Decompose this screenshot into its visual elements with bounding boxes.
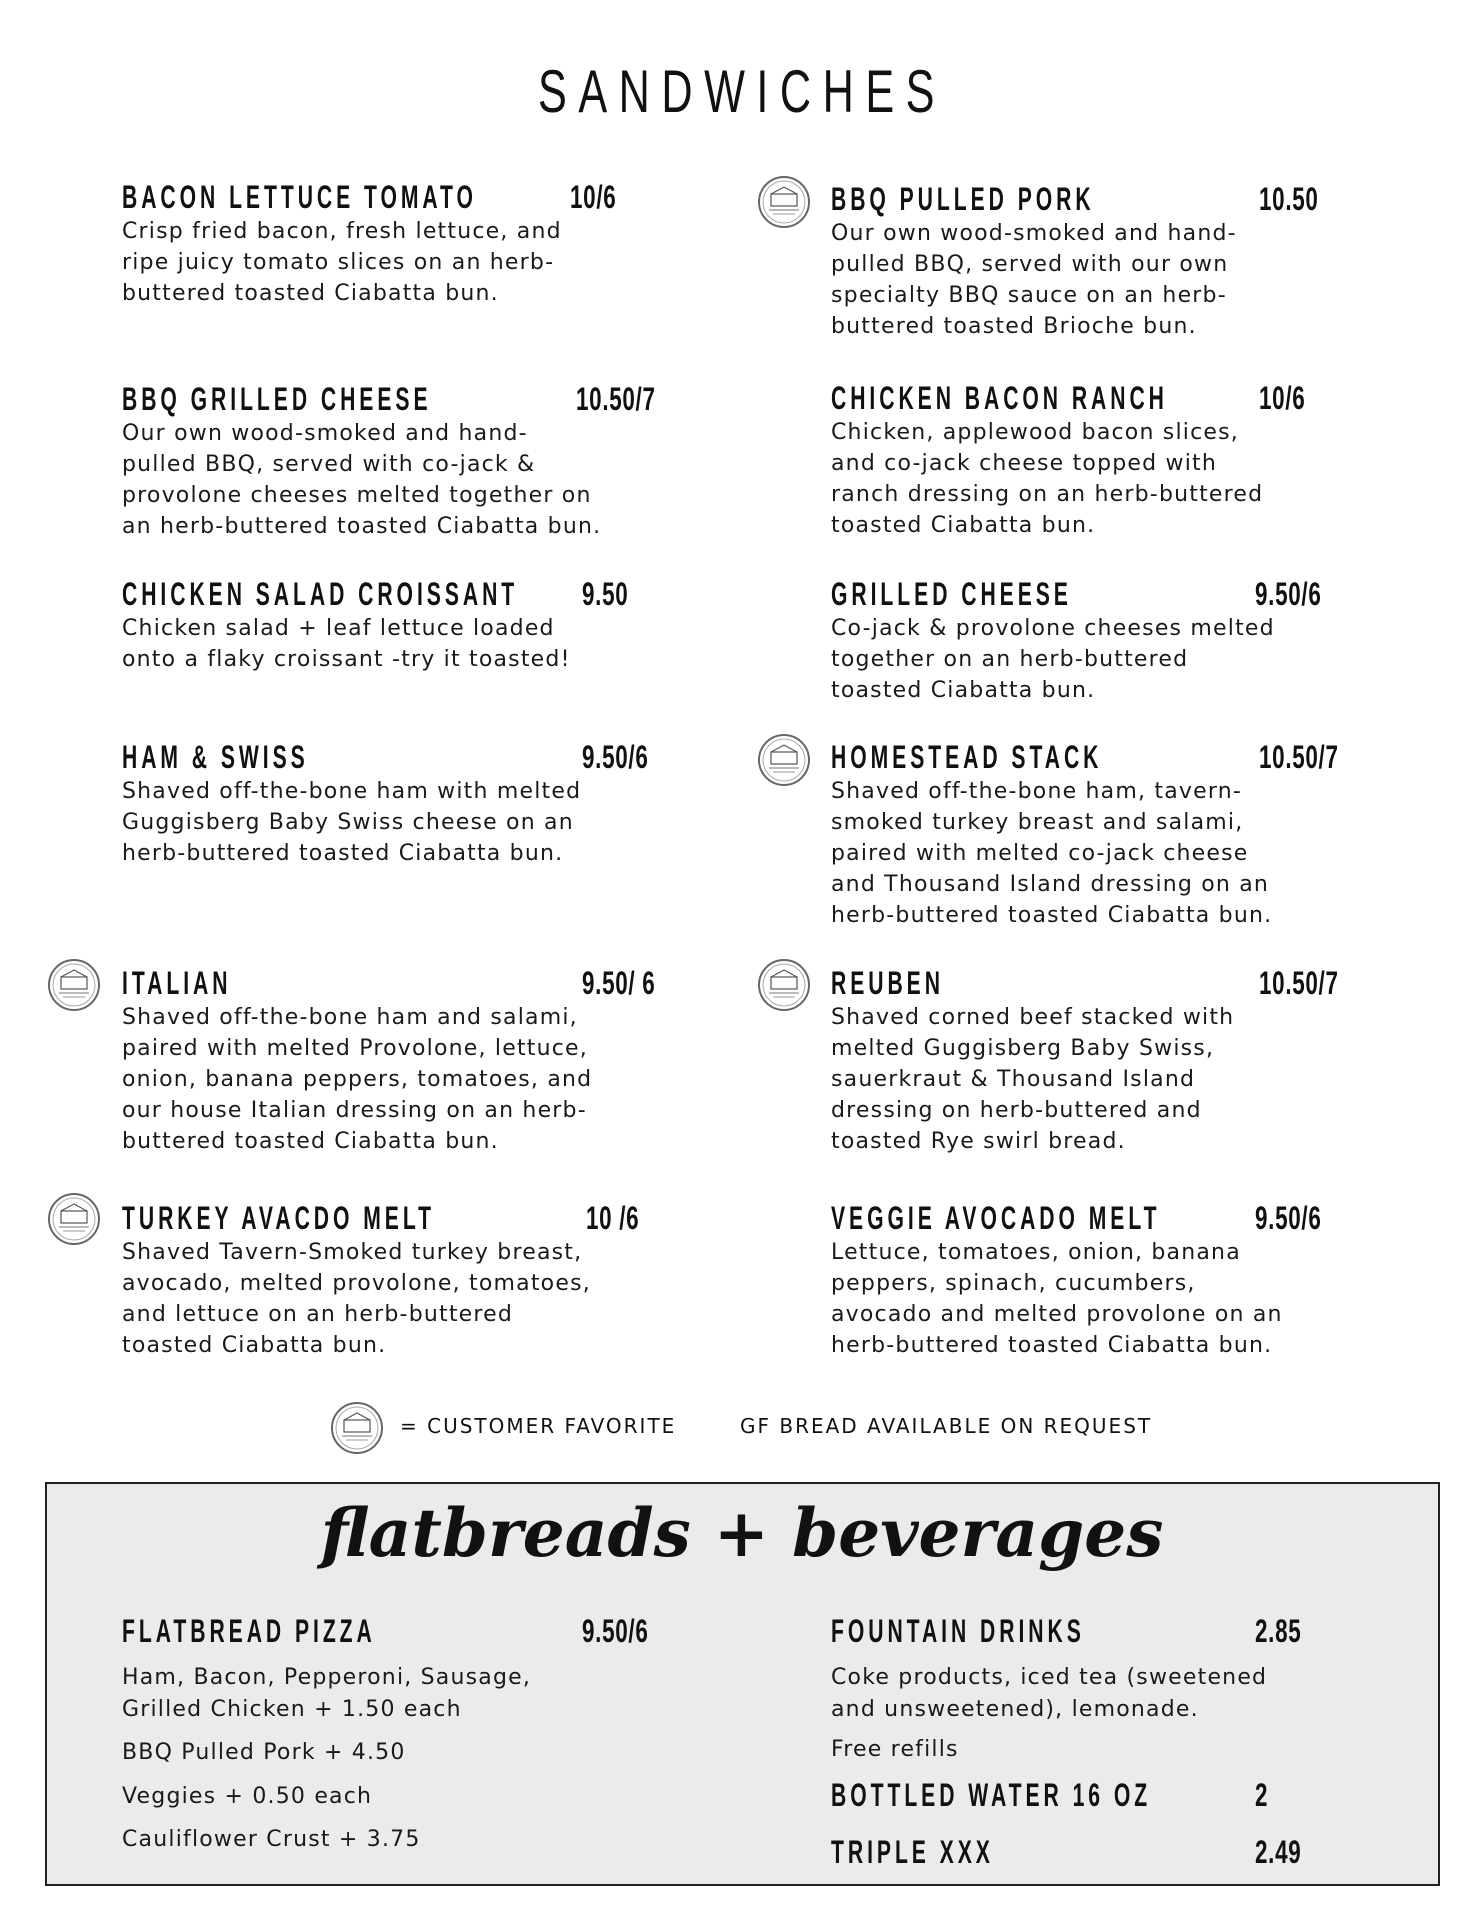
item-name: CHICKEN BACON RANCH: [831, 380, 1168, 416]
menu-item-chicken-salad-croissant: [122, 575, 702, 675]
item-name: ITALIAN: [122, 965, 232, 1001]
item-price: 10.50/7: [1259, 965, 1339, 1001]
item-description: Lettuce, tomatoes, onion, banana peppers, spinach, cucumbers, avocado and melted provolone on an herb-buttered toasted Ciabatta bun.: [831, 1240, 1283, 1358]
customer-favorite-badge-icon: [757, 733, 811, 787]
item-price: 9.50/6: [582, 739, 649, 775]
menu-item-veggie-avocado-melt: [831, 1199, 1411, 1361]
item-description: Crisp fried bacon, fresh lettuce, and ripe juicy tomato slices on an herb- buttered toasted Ciabatta bun.: [122, 219, 562, 306]
free-refills-note: Free refills: [831, 1737, 959, 1762]
item-price: 9.50/ 6: [582, 965, 656, 1001]
item-name: HOMESTEAD STACK: [831, 739, 1103, 775]
page-title: SANDWICHES: [537, 58, 947, 125]
item-price: 9.50: [582, 576, 629, 612]
menu-item-blt: [122, 178, 702, 309]
item-name: FOUNTAIN DRINKS: [831, 1613, 1085, 1649]
item-price: 9.50/6: [1255, 1200, 1322, 1236]
item-price: 2.49: [1255, 1834, 1302, 1870]
item-description: Shaved off-the-bone ham with melted Guggisberg Baby Swiss cheese on an herb-buttered toasted Ciabatta bun.: [122, 779, 582, 866]
item-description: Chicken salad + leaf lettuce loaded onto a flaky croissant -try it toasted!: [122, 616, 571, 672]
item-name: GRILLED CHEESE: [831, 576, 1072, 612]
item-description: Shaved off-the-bone ham, tavern- smoked turkey breast and salami, paired with melted co-jack cheese and Thousand Island dressing on an herb-buttered toasted Ciabatta bun.: [831, 779, 1273, 928]
item-description: Our own wood-smoked and hand- pulled BBQ, served with co-jack & provolone cheeses melted together on an herb-buttered toasted Ciabatta bun.: [122, 421, 602, 539]
menu-item-bbq-grilled-cheese: [122, 380, 702, 542]
item-description: Shaved off-the-bone ham and salami, paired with melted Provolone, lettuce, onion, banana peppers, tomatoes, and our house Italian dressing on an herb- buttered toasted Ciabatta bun.: [122, 1005, 593, 1154]
item-description: Co-jack & provolone cheeses melted together on an herb-buttered toasted Ciabatta bun.: [831, 616, 1275, 703]
menu-item-turkey-avocado-melt: [122, 1199, 702, 1361]
flatbread-veggies-line: Veggies + 0.50 each: [122, 1784, 373, 1809]
menu-item-homestead-stack: [831, 738, 1411, 931]
menu-item-chicken-bacon-ranch: [831, 379, 1411, 541]
menu-item-italian: [122, 964, 702, 1157]
gf-bread-note: GF BREAD AVAILABLE ON REQUEST: [740, 1414, 1153, 1438]
menu-item-triple-xxx: [831, 1833, 1411, 1871]
item-name: TRIPLE XXX: [831, 1834, 994, 1870]
customer-favorite-badge-icon: [757, 175, 811, 229]
item-name: CHICKEN SALAD CROISSANT: [122, 576, 519, 612]
menu-item-flatbread-pizza: [122, 1612, 702, 1650]
customer-favorite-badge-icon: [757, 958, 811, 1012]
menu-item-grilled-cheese: [831, 575, 1411, 706]
item-name: FLATBREAD PIZZA: [122, 1613, 376, 1649]
item-name: BOTTLED WATER 16 OZ: [831, 1777, 1152, 1813]
item-price: 9.50/6: [1255, 576, 1322, 612]
item-name: BBQ GRILLED CHEESE: [122, 381, 432, 417]
item-price: 2.85: [1255, 1613, 1302, 1649]
item-price: 10.50: [1259, 181, 1319, 217]
item-description: Shaved Tavern-Smoked turkey breast, avocado, melted provolone, tomatoes, and lettuce on an herb-buttered toasted Ciabatta bun.: [122, 1240, 591, 1358]
customer-favorite-badge-icon: [47, 1192, 101, 1246]
item-description: Shaved corned beef stacked with melted Guggisberg Baby Swiss, sauerkraut & Thousand Island dressing on herb-buttered and toasted Rye swirl bread.: [831, 1005, 1235, 1154]
item-price: 2: [1255, 1777, 1269, 1813]
item-price: 10.50/7: [1259, 739, 1339, 775]
item-price: 9.50/6: [582, 1613, 649, 1649]
customer-favorite-badge-icon: [47, 958, 101, 1012]
item-price: 10.50/7: [576, 381, 656, 417]
flatbread-bbq-line: BBQ Pulled Pork + 4.50: [122, 1740, 406, 1765]
flatbread-toppings-line: Ham, Bacon, Pepperoni, Sausage, Grilled Chicken + 1.50 each: [122, 1665, 532, 1722]
item-name: TURKEY AVACDO MELT: [122, 1200, 435, 1236]
item-price: 10/6: [1259, 380, 1306, 416]
item-name: BACON LETTUCE TOMATO: [122, 179, 477, 215]
menu-item-bbq-pulled-pork: [831, 180, 1411, 342]
menu-item-bottled-water: [831, 1776, 1411, 1814]
flatbread-crust-line: Cauliflower Crust + 3.75: [122, 1827, 421, 1852]
menu-item-reuben: [831, 964, 1411, 1157]
item-description: Chicken, applewood bacon slices, and co-jack cheese topped with ranch dressing on an herb-buttered toasted Ciabatta bun.: [831, 420, 1264, 538]
section-title: flatbreads + beverages: [320, 1494, 1164, 1572]
item-price: 10/6: [570, 179, 617, 215]
menu-item-fountain-drinks: [831, 1612, 1411, 1650]
legend: [0, 1398, 1484, 1458]
menu-item-ham-swiss: [122, 738, 702, 869]
item-name: HAM & SWISS: [122, 739, 309, 775]
item-name: BBQ PULLED PORK: [831, 181, 1095, 217]
item-description: Our own wood-smoked and hand- pulled BBQ, served with our own specialty BBQ sauce on an herb- buttered toasted Brioche bun.: [831, 221, 1237, 339]
item-name: REUBEN: [831, 965, 944, 1001]
fountain-drinks-description: Coke products, iced tea (sweetened and unsweetened), lemonade.: [831, 1665, 1268, 1722]
item-price: 10 /6: [586, 1200, 640, 1236]
customer-favorite-badge-icon: [330, 1401, 384, 1455]
item-name: VEGGIE AVOCADO MELT: [831, 1200, 1161, 1236]
customer-favorite-label: = CUSTOMER FAVORITE: [400, 1414, 677, 1438]
